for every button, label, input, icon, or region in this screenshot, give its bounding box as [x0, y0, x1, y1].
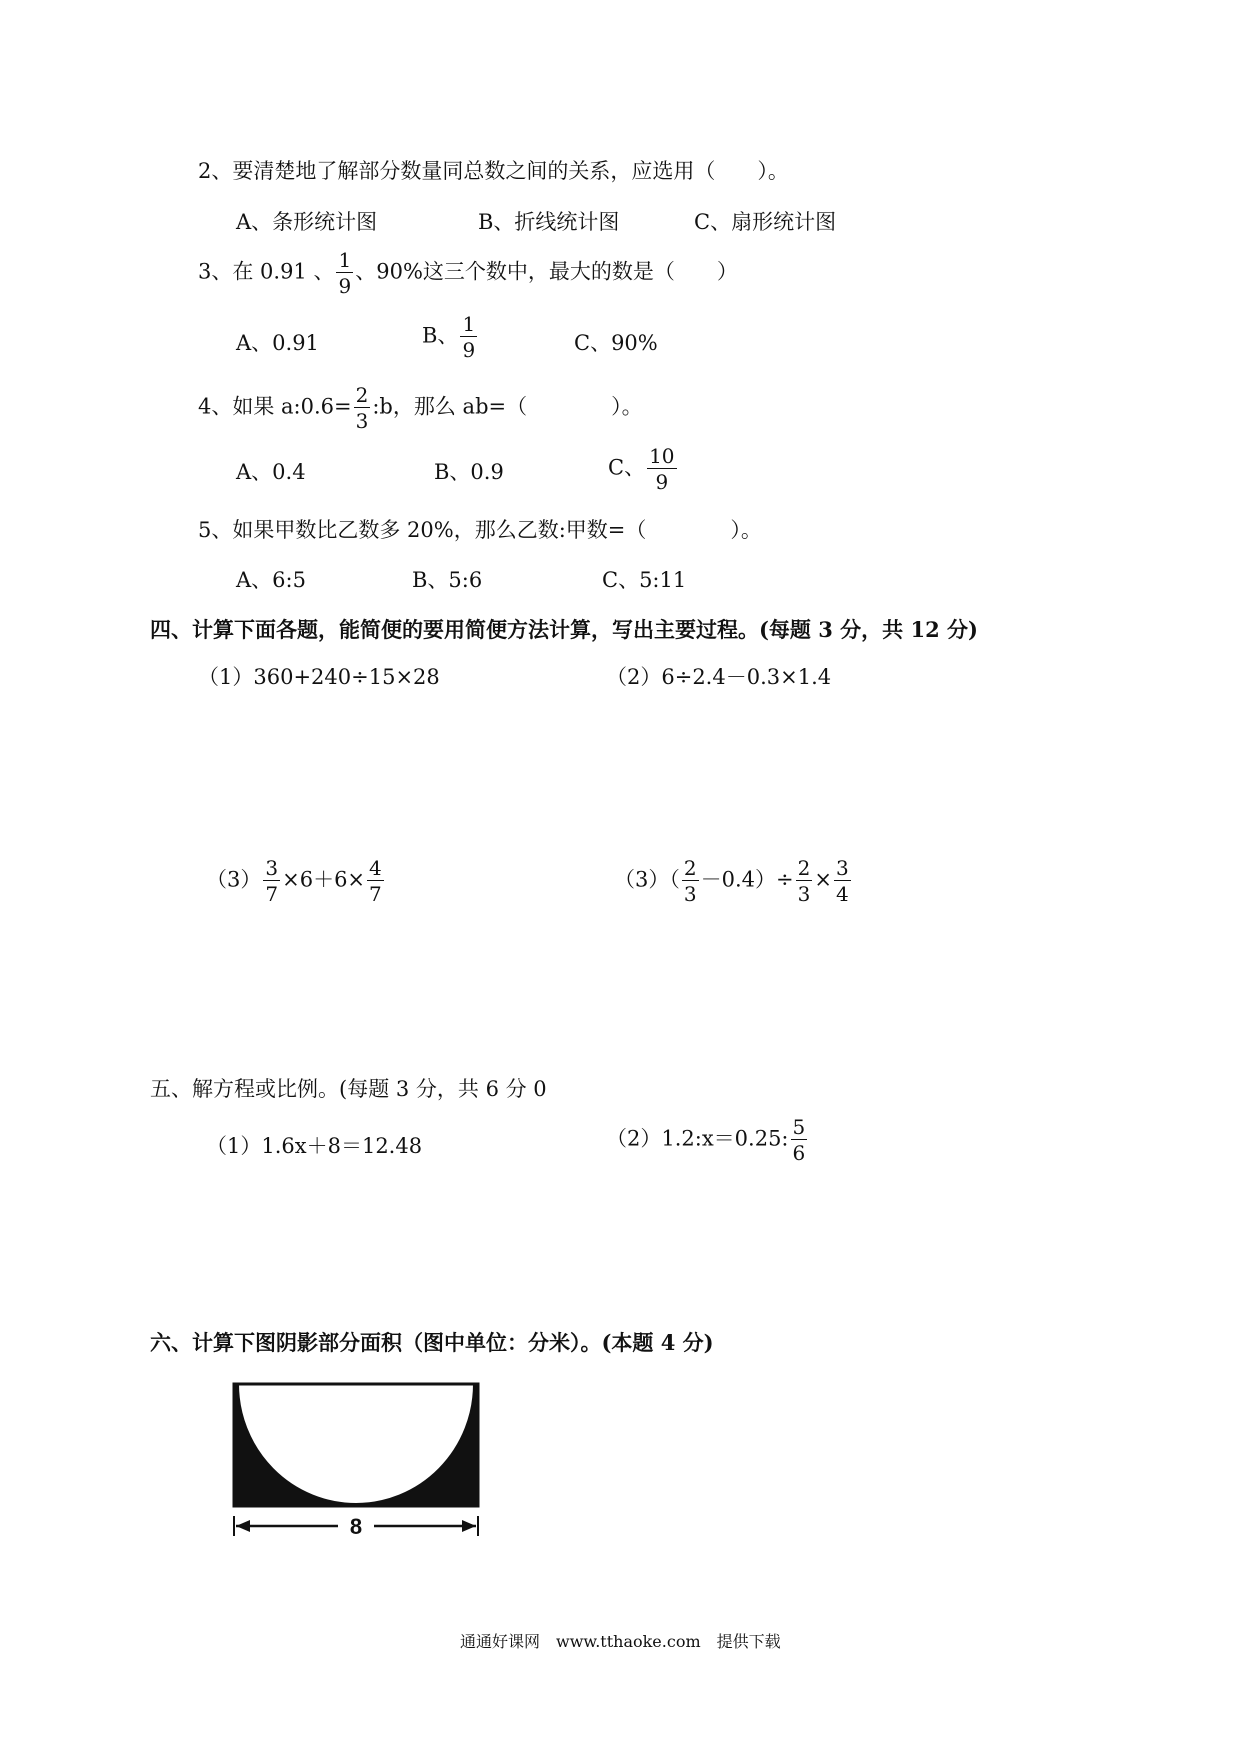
q5-option-c: C、5:11	[602, 568, 687, 592]
q4-stem-post: :b，那么 ab=（ ）。	[372, 394, 643, 419]
q4-stem	[198, 385, 643, 431]
q3-stem	[198, 250, 738, 296]
sec4-p3-f2-numerator: 4	[369, 856, 382, 880]
q5-option-a: A、6:5	[236, 568, 306, 592]
q3-option-b-prefix: B、	[422, 323, 459, 348]
q3-stem-post: 、90%这三个数中，最大的数是（ ）	[355, 259, 738, 284]
arrowhead-right-icon	[462, 1520, 476, 1532]
q3-option-b	[422, 314, 479, 360]
sec4-p4-f2-numerator: 2	[797, 856, 811, 880]
sec4-p3-f1-denominator: 7	[265, 882, 279, 906]
sec5-p2-pre: （2）1.2:x＝0.25:	[606, 1126, 789, 1151]
q3-option-b-denominator: 9	[462, 338, 476, 362]
sec5-p2-fraction	[791, 1117, 808, 1163]
q3-option-c: C、90%	[574, 331, 658, 355]
sec4-p4-f1-numerator: 2	[683, 856, 697, 880]
q3-stem-pre: 3、在 0.91 、	[198, 259, 335, 284]
q4-fraction	[354, 385, 371, 431]
q2-option-c: C、扇形统计图	[694, 210, 837, 234]
sec4-p3-label: （3）	[206, 867, 262, 892]
sec4-p3-fraction-1	[263, 858, 280, 904]
q3-frac-numerator: 1	[338, 248, 352, 272]
footer-text: 通通好课网 www.tthaoke.com 提供下载	[460, 1632, 781, 1651]
q3-option-b-numerator: 1	[462, 312, 476, 336]
q4-option-a: A、0.4	[236, 460, 306, 484]
arrowhead-left-icon	[236, 1520, 250, 1532]
sec4-p4-fraction-3	[834, 858, 851, 904]
sec5-p2-denominator: 6	[792, 1141, 806, 1165]
q2-stem: 2、要清楚地了解部分数量同总数之间的关系，应选用（ ）。	[198, 159, 789, 183]
q2-option-a: A、条形统计图	[236, 210, 378, 234]
q4-option-b: B、0.9	[434, 460, 504, 484]
section-6-title: 六、计算下图阴影部分面积（图中单位：分米）。(本题 4 分)	[150, 1330, 714, 1355]
sec5-problem-2	[606, 1117, 809, 1163]
sec4-p4-fraction-1	[682, 858, 699, 904]
q4-option-c	[608, 446, 679, 492]
q3-frac-denominator: 9	[338, 274, 352, 298]
q3-fraction	[336, 250, 353, 296]
q3-option-b-fraction	[460, 314, 477, 360]
sec4-problem-1: （1）360+240÷15×28	[198, 665, 440, 689]
sec4-problem-4	[614, 858, 853, 904]
sec4-p4-fraction-2	[796, 858, 813, 904]
q4-frac-numerator: 2	[355, 383, 369, 407]
sec4-p3-f1-numerator: 3	[265, 856, 279, 880]
q5-stem: 5、如果甲数比乙数多 20%，那么乙数:甲数=（ ）。	[198, 518, 762, 542]
sec4-problem-3	[206, 858, 386, 904]
sec4-p4-f3-numerator: 3	[835, 856, 849, 880]
q5-option-b: B、5:6	[412, 568, 483, 592]
sec5-problem-1: （1）1.6x＋8＝12.48	[206, 1134, 423, 1158]
section-4-title: 四、计算下面各题，能简便的要用简便方法计算，写出主要过程。(每题 3 分，共 12 分)	[150, 617, 978, 642]
sec4-p4-label: （3）（	[614, 867, 680, 892]
sec4-p4-times: ×	[814, 867, 832, 892]
q2-option-b: B、折线统计图	[478, 210, 620, 234]
q4-option-c-fraction	[647, 446, 676, 492]
q4-option-c-denominator: 9	[647, 468, 676, 492]
sec4-p4-middle: －0.4）÷	[700, 867, 794, 892]
sec4-p4-f1-denominator: 3	[683, 882, 697, 906]
sec4-problem-2: （2）6÷2.4－0.3×1.4	[606, 665, 832, 689]
sec4-p3-f2-denominator: 7	[369, 882, 382, 906]
q3-option-a: A、0.91	[236, 331, 319, 355]
q4-option-c-prefix: C、	[608, 455, 646, 480]
q4-frac-denominator: 3	[355, 409, 369, 433]
dimension-label: 8	[349, 1514, 363, 1539]
q4-option-c-numerator: 10	[649, 444, 675, 468]
sec5-p2-numerator: 5	[792, 1115, 806, 1139]
shaded-area-figure	[226, 1370, 486, 1540]
sec4-p3-fraction-2	[367, 858, 384, 904]
sec4-p4-f2-denominator: 3	[797, 882, 811, 906]
q4-stem-pre: 4、如果 a:0.6=	[198, 394, 352, 419]
section-5-title: 五、解方程或比例。(每题 3 分，共 6 分 0	[150, 1077, 547, 1101]
sec4-p3-middle: ×6＋6×	[282, 867, 366, 892]
sec4-p4-f3-denominator: 4	[835, 882, 849, 906]
